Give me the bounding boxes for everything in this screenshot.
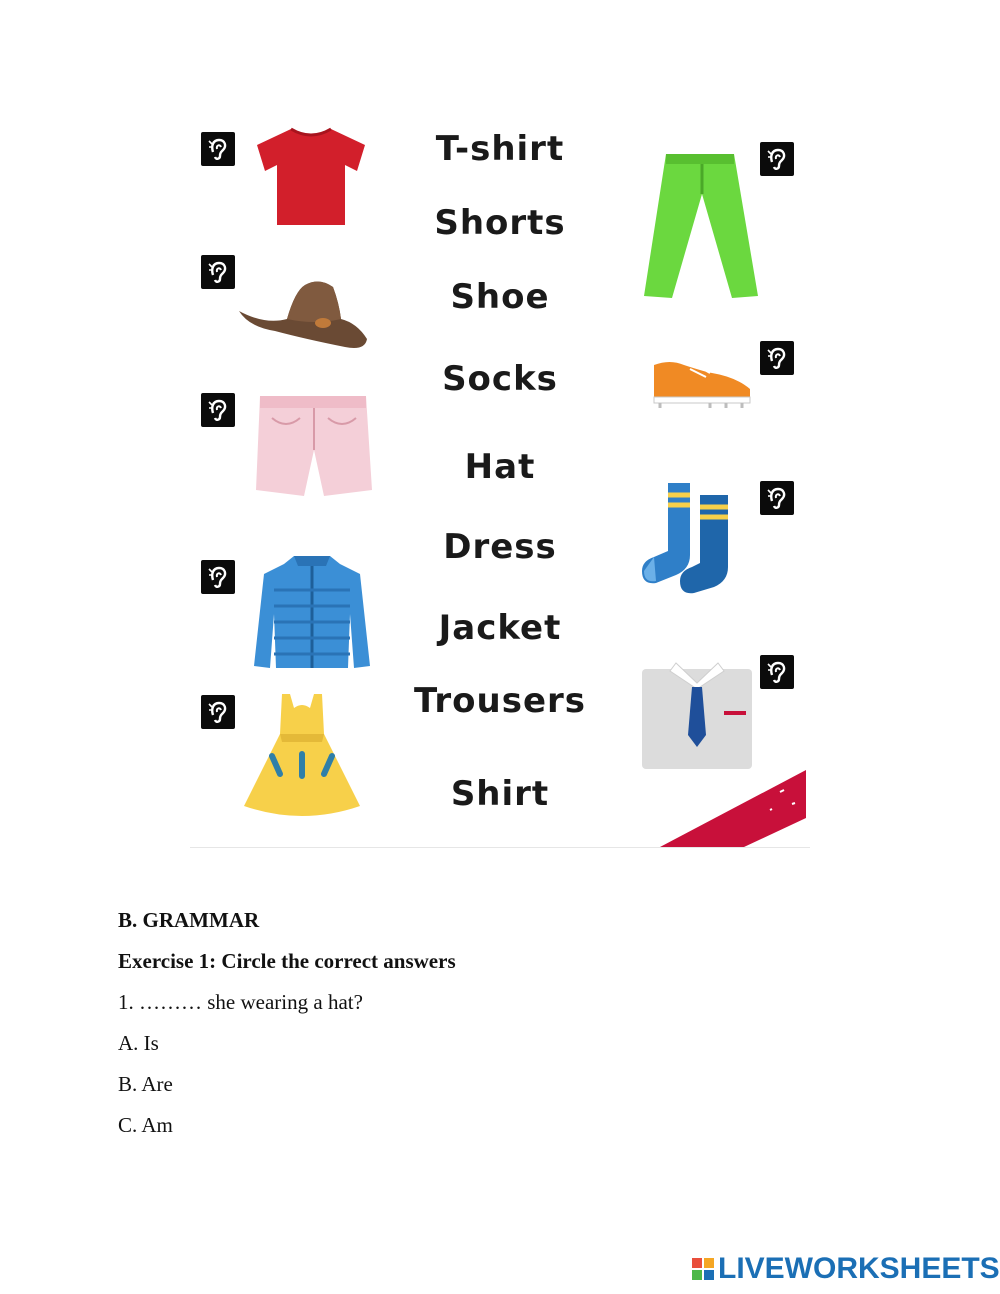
ear-icon bbox=[201, 393, 235, 427]
shirt-picture bbox=[640, 655, 754, 771]
ear-icon bbox=[760, 655, 794, 689]
exercise-title: Exercise 1: Circle the correct answers bbox=[118, 949, 456, 973]
option-b[interactable]: B. Are bbox=[118, 1072, 173, 1096]
ear-icon bbox=[760, 142, 794, 176]
option-c[interactable]: C. Am bbox=[118, 1113, 173, 1137]
ear-icon bbox=[201, 132, 235, 166]
liveworksheets-logo[interactable] bbox=[692, 1254, 1000, 1284]
option-a[interactable]: A. Is bbox=[118, 1031, 159, 1055]
audio-button-dress[interactable] bbox=[201, 695, 235, 729]
shoe-picture bbox=[650, 355, 754, 409]
socks-picture bbox=[640, 479, 736, 597]
audio-button-hat[interactable] bbox=[201, 255, 235, 289]
audio-button-socks[interactable] bbox=[760, 481, 794, 515]
word-dress: Dress bbox=[443, 527, 557, 567]
word-shorts: Shorts bbox=[434, 203, 566, 243]
ear-icon bbox=[760, 481, 794, 515]
ear-icon bbox=[201, 695, 235, 729]
vocabulary-matching-image bbox=[190, 115, 810, 848]
dress-picture bbox=[242, 690, 362, 820]
audio-button-shoe[interactable] bbox=[760, 341, 794, 375]
audio-button-jacket[interactable] bbox=[201, 560, 235, 594]
logo-text: LIVEWORKSHEETS bbox=[718, 1252, 1000, 1285]
trousers-picture bbox=[640, 150, 760, 300]
word-socks: Socks bbox=[442, 359, 558, 399]
ear-icon bbox=[201, 255, 235, 289]
word-tshirt: T-shirt bbox=[435, 129, 565, 169]
logo-mark-icon bbox=[692, 1258, 714, 1280]
word-trousers: Trousers bbox=[413, 681, 587, 721]
ear-icon bbox=[201, 560, 235, 594]
grammar-section bbox=[118, 905, 456, 1151]
tshirt-picture bbox=[253, 125, 369, 229]
word-shoe: Shoe bbox=[450, 277, 550, 317]
word-hat: Hat bbox=[464, 447, 536, 487]
decorative-corner-ribbon bbox=[660, 770, 810, 852]
word-jacket: Jacket bbox=[438, 608, 562, 648]
question-1: 1. ……… she wearing a hat? bbox=[118, 990, 363, 1014]
section-title: B. GRAMMAR bbox=[118, 908, 260, 932]
hat-picture bbox=[235, 267, 371, 353]
shorts-picture bbox=[252, 390, 376, 502]
audio-button-shorts[interactable] bbox=[201, 393, 235, 427]
audio-button-tshirt[interactable] bbox=[201, 132, 235, 166]
ear-icon bbox=[760, 341, 794, 375]
word-shirt: Shirt bbox=[450, 774, 550, 814]
audio-button-shirt[interactable] bbox=[760, 655, 794, 689]
audio-button-trousers[interactable] bbox=[760, 142, 794, 176]
jacket-picture bbox=[250, 550, 374, 674]
